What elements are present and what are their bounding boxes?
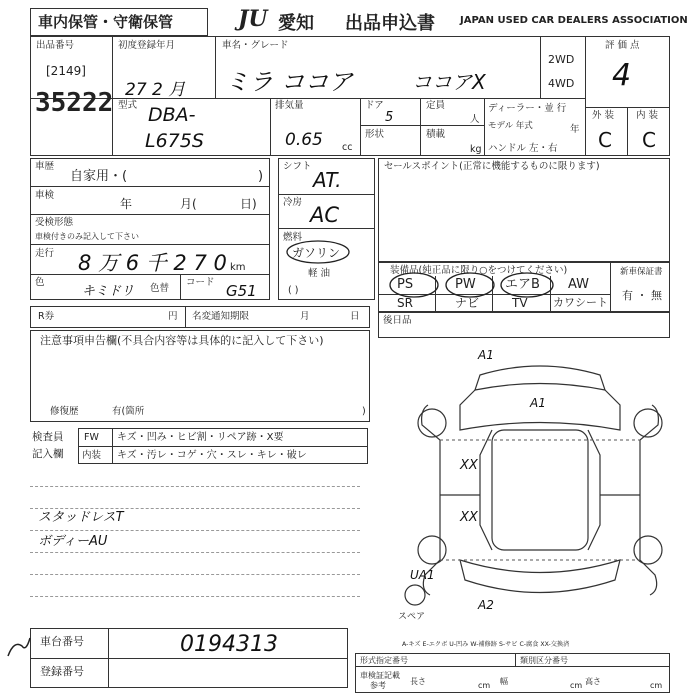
equipment-title: 装備品(純正品に限り○をつけてください): [390, 265, 568, 276]
mark-xx-1: XX: [460, 458, 478, 473]
mark-a1-roof: A1: [530, 396, 546, 410]
fuel-paren: ( ): [288, 285, 299, 296]
warranty-value: 有 ・ 無: [622, 289, 662, 302]
sales-title: セールスポイント(正常に機能するものに限ります): [384, 161, 600, 172]
circle-pw: [446, 273, 494, 297]
lot-label: 出品番号: [36, 40, 75, 51]
first-reg-label: 初度登録年月: [118, 40, 176, 51]
circle-airbag: [501, 273, 553, 297]
mark-a2: A2: [478, 598, 494, 612]
form-title: 出品申込書: [345, 13, 435, 34]
type-value-2: L675S: [145, 130, 204, 152]
r-label: R券: [38, 311, 55, 322]
equip-navi: ナビ: [455, 296, 480, 310]
mark-ua1: UA1: [410, 568, 435, 582]
damage-legend: A-キズ E-エクボ U-凹み W-補修跡 S-サビ C-腐食 XX-交換済: [402, 641, 570, 648]
ju-logo: JU: [238, 6, 268, 32]
exterior-value: C: [598, 128, 612, 152]
fuel-value: ガソリン: [292, 246, 341, 260]
reg-label: 登録番号: [40, 665, 84, 678]
chassis-label: 車台番号: [40, 635, 84, 648]
inspector-interior: 内装: [82, 450, 102, 461]
notes-title: 注意事項申告欄(不具合内容等は具体的に記入して下さい): [40, 334, 324, 347]
load-unit: kg: [470, 144, 482, 155]
sales-frame: [378, 158, 670, 262]
type-value-1: DBA-: [148, 104, 196, 126]
first-reg-value: 27 2 月: [125, 80, 186, 100]
color-code-label: コード: [186, 277, 215, 288]
displacement-label: 排気量: [275, 100, 304, 111]
capacity-label: 定員: [426, 100, 446, 111]
storage-label: 車内保管・守衛保管: [38, 13, 174, 31]
fuel-alt: 軽 油: [308, 268, 331, 279]
drive-2wd: 2WD: [548, 53, 575, 66]
width-label: 幅: [500, 677, 508, 686]
form-label: 形式指定番号: [360, 656, 408, 665]
equip-ps: PS: [397, 277, 414, 292]
circle-ps: [390, 273, 438, 297]
history-frame: [30, 158, 270, 300]
color-label: 色: [35, 277, 45, 288]
exterior-label: 外 装: [592, 110, 615, 121]
transfer-label: 名変通知期限: [192, 311, 250, 322]
ac-label: 冷房: [283, 197, 303, 208]
inspection-month: 月(: [180, 197, 197, 211]
score-value: 4: [612, 58, 632, 93]
height-label: 高さ: [585, 677, 601, 686]
capacity-unit: 人: [470, 114, 480, 125]
shift-value: AT.: [313, 168, 342, 192]
ac-value: AC: [310, 203, 340, 227]
handle-label: ハンドル 左・右: [488, 143, 558, 154]
type-label: 型式: [118, 100, 138, 111]
size-sub: 参考: [370, 681, 386, 690]
grade: ココアX: [412, 70, 486, 94]
receiver-note: 車検付きのみ記入して下さい: [35, 232, 139, 241]
color-change-label: 色替: [150, 283, 170, 294]
note-line-2: ボディーAU: [38, 534, 108, 549]
displacement-value: 0.65: [285, 130, 323, 150]
interior-value: C: [642, 128, 656, 152]
class-label: 類別区分番号: [520, 656, 568, 665]
load-label: 積載: [426, 129, 446, 140]
mark-a1-top: A1: [478, 348, 494, 362]
receiver-label: 受検形態: [35, 217, 74, 228]
model-year-unit: 年: [570, 124, 580, 135]
equip-pw: PW: [455, 277, 476, 292]
inspector-label-2: 記入欄: [32, 448, 64, 460]
equip-sr: SR: [397, 296, 413, 310]
mileage-value: 8 万 6 千 2 7 0: [78, 251, 227, 275]
repair-close: ): [362, 406, 366, 417]
lot-number: 35222: [35, 88, 114, 118]
equip-leather: カワシート: [553, 296, 608, 309]
drive-4wd: 4WD: [548, 77, 575, 90]
equip-tv: TV: [512, 296, 528, 310]
fuel-circle: [284, 238, 352, 266]
dealer-label: ディーラー・並 行: [488, 103, 567, 114]
inspector-fw: FW: [84, 432, 99, 443]
fuel-label: 燃料: [283, 232, 303, 243]
model-year-label: モデル 年式: [488, 121, 533, 131]
score-label: 評 価 点: [605, 40, 640, 51]
chassis-value: 0194313: [180, 632, 278, 657]
doors-label: ドア: [365, 100, 384, 111]
shape-label: 形状: [365, 129, 385, 140]
usage-label: 車歴: [35, 161, 55, 172]
inspection-year: 年: [120, 197, 133, 211]
shift-label: シフト: [283, 161, 312, 172]
name-label: 車名・グレード: [222, 40, 289, 51]
org-name: 愛知: [278, 13, 314, 34]
r-unit: 円: [168, 311, 178, 322]
warranty-label: 新車保証書: [620, 267, 663, 277]
car-diagram: [400, 345, 680, 615]
inspector-row1: キズ・凹み・ヒビ割・リペア跡・X要: [117, 432, 284, 443]
interior-label: 内 装: [636, 110, 659, 121]
inspector-label-1: 検査員: [32, 431, 64, 443]
pen-mark: [4, 632, 34, 662]
transfer-day: 日: [350, 311, 360, 322]
color-code-value: G51: [226, 282, 257, 300]
displacement-unit: cc: [342, 142, 353, 153]
mark-xx-2: XX: [460, 510, 478, 525]
inspector-row2: キズ・汚レ・コゲ・穴・スレ・キレ・破レ: [117, 450, 307, 461]
equip-airbag: エアB: [505, 277, 540, 292]
width-unit: cm: [570, 681, 583, 690]
equip-aw: AW: [568, 277, 590, 292]
repair-value: 有(箇所: [112, 406, 145, 417]
spare-label: スペア: [398, 612, 426, 622]
car-name: ミラ ココア: [225, 68, 353, 96]
repair-label: 修復歴: [50, 406, 79, 417]
mileage-label: 走行: [35, 248, 55, 259]
back-frame: [378, 312, 670, 338]
equip-circles: [378, 265, 610, 300]
size-label: 車検証記載: [360, 671, 400, 680]
inspection-label: 車検: [35, 190, 55, 201]
height-unit: cm: [650, 681, 663, 690]
usage-value: 自家用・(: [70, 169, 128, 184]
usage-close: ): [258, 169, 264, 184]
back-label: 後日品: [383, 315, 412, 326]
length-label: 長さ: [410, 677, 426, 686]
note-line-1: スタッドレスT: [38, 510, 124, 525]
inspection-day: 日): [240, 197, 257, 211]
lot-small: [2149]: [46, 64, 86, 78]
transfer-month: 月: [300, 311, 310, 322]
color-value: キミドリ: [82, 284, 135, 299]
org-english: JAPAN USED CAR DEALERS ASSOCIATION: [460, 15, 688, 26]
mileage-unit: km: [230, 262, 246, 273]
doors-value: 5: [385, 110, 394, 125]
length-unit: cm: [478, 681, 491, 690]
